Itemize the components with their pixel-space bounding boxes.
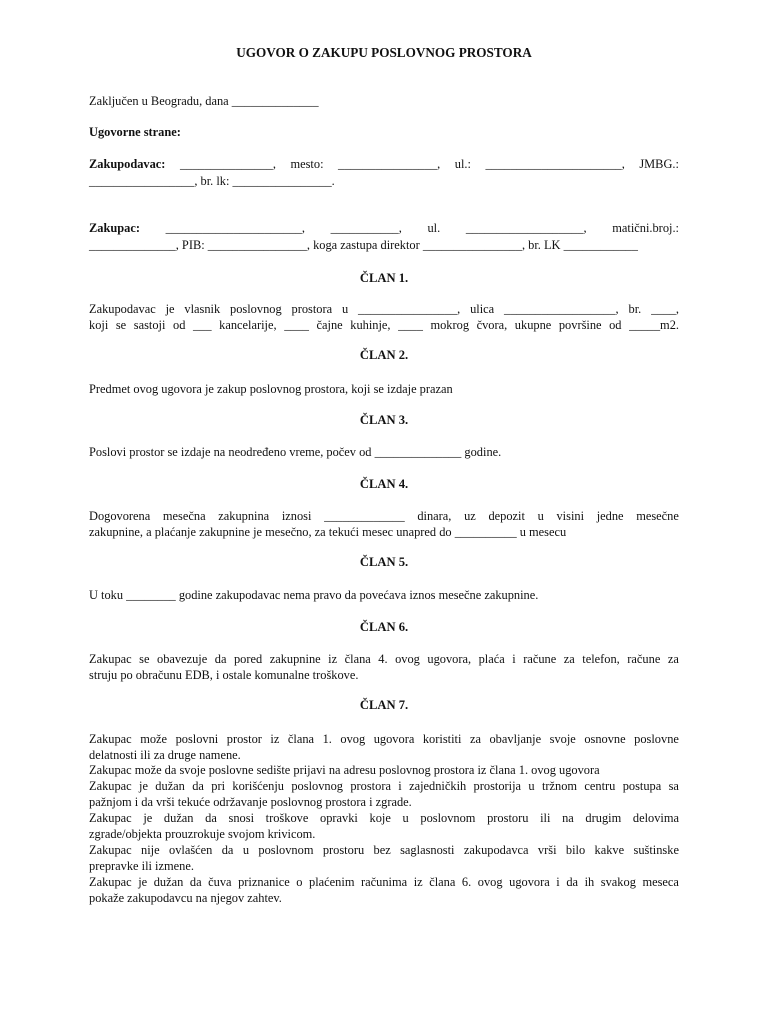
word: sa	[668, 779, 679, 793]
word: priznanice	[238, 875, 290, 889]
word: Zakupac	[89, 732, 132, 746]
word: u	[402, 811, 409, 825]
word: _____m2.	[629, 318, 679, 332]
word: matični.broj.:	[612, 221, 679, 235]
word: može	[140, 732, 168, 746]
word: snosi	[228, 811, 255, 825]
word: od	[609, 318, 622, 332]
word: ugovora	[373, 732, 415, 746]
word: na	[562, 811, 574, 825]
word: ovog	[340, 732, 366, 746]
word: ___________,	[330, 221, 402, 235]
word: prostora	[291, 302, 333, 316]
word: ovog	[477, 875, 503, 889]
word: mesečna	[162, 509, 206, 523]
word: i	[512, 652, 516, 666]
word: iznosi	[281, 509, 312, 523]
word: čvora,	[476, 318, 508, 332]
word: delovima	[632, 811, 679, 825]
word: pri	[211, 779, 226, 793]
word: svoje	[549, 732, 576, 746]
word: __________________,	[504, 302, 619, 316]
zakupodavac-line-1	[89, 156, 679, 172]
word: dužan	[155, 779, 185, 793]
word: ovlašćen	[169, 843, 213, 857]
word: mesečne	[636, 509, 679, 523]
word: ugovora	[509, 875, 550, 889]
word: ______________________,	[165, 221, 305, 235]
article-text-line: zakupnine, a plaćanje zakupnine je mesečno, za tekući mesec unapred do __________ u mesecu	[89, 525, 567, 539]
word: ugovora,	[427, 652, 472, 666]
zakupac-label: Zakupac:	[89, 221, 140, 235]
article-text-line	[89, 651, 679, 667]
article-text-line: prepravke ili izmene.	[89, 859, 194, 873]
article-text-line	[89, 810, 679, 826]
word: koje	[369, 811, 391, 825]
word: u	[242, 843, 250, 857]
word: je	[139, 779, 148, 793]
word: jedne	[596, 509, 624, 523]
word: ukupne	[514, 318, 552, 332]
word: ul.	[427, 221, 441, 235]
article-text-line: Predmet ovog ugovora je zakup poslovnog prostora, koji se izdaje prazan	[89, 382, 453, 396]
word: troškove	[265, 811, 309, 825]
word: dinara,	[417, 509, 452, 523]
word: opravki	[320, 811, 358, 825]
word: prostora	[350, 779, 391, 793]
word: čajne	[316, 318, 343, 332]
article-heading: ČLAN 4.	[359, 477, 409, 491]
zakupac-line-2: ______________, PIB: ________________, koga zastupa direktor ________________, br. LK ____________	[89, 238, 638, 252]
word: da	[192, 779, 204, 793]
word: pored	[233, 652, 263, 666]
word: ___	[192, 318, 212, 332]
article-heading: ČLAN 6.	[359, 620, 409, 634]
article-text-line: pokaže zakupodavcu na njegov zahtev.	[89, 891, 282, 905]
article-heading: ČLAN 5.	[359, 555, 409, 569]
word: zakupnine	[269, 652, 321, 666]
word: ________________,	[338, 157, 441, 171]
word: iz	[270, 732, 280, 746]
word: i	[398, 779, 402, 793]
word: mokrog	[430, 318, 470, 332]
word: centru	[584, 779, 616, 793]
word: se	[139, 652, 150, 666]
word: člana	[429, 875, 456, 889]
word: ___________________,	[465, 221, 587, 235]
word: za	[563, 652, 575, 666]
word: je	[165, 302, 175, 316]
article-heading: ČLAN 3.	[359, 413, 409, 427]
word: zakupodavca	[463, 843, 529, 857]
word: obavljanje	[489, 732, 542, 746]
word: poslovni	[175, 732, 219, 746]
word: da	[205, 811, 217, 825]
word: ____	[284, 318, 309, 332]
word: poslovnom	[258, 843, 314, 857]
word: površine	[558, 318, 602, 332]
article-text-line: Zakupac može da svoje poslovne sedište prijavi na adresu poslovnog prostora iz člana 1. ovog ugovora	[89, 763, 600, 777]
word: ili	[540, 811, 551, 825]
word: da	[221, 843, 234, 857]
word: kuhinje,	[350, 318, 391, 332]
article-heading: ČLAN 7.	[359, 698, 409, 712]
article-text-line: Poslovi prostor se izdaje na neodređeno vreme, počev od ______________ godine.	[89, 445, 502, 459]
zakupodavac-line-2: _________________, br. lk: ________________.	[89, 174, 335, 188]
word: račune	[523, 652, 557, 666]
word: vrši	[537, 843, 557, 857]
word: o	[296, 875, 303, 889]
word: Dogovorena	[89, 509, 151, 523]
word: mesto:	[290, 157, 324, 171]
word: saglasnosti	[400, 843, 455, 857]
article-text-line: pažnjom i da vrši tekuće održavanje poslovnog prostora i zgrade.	[89, 795, 412, 809]
word: poslovnom	[420, 811, 476, 825]
word: člana	[287, 732, 315, 746]
word: vlasnik	[184, 302, 221, 316]
word: osnovne	[584, 732, 626, 746]
word: postupa	[622, 779, 662, 793]
word: ____,	[651, 302, 679, 316]
word: Zakupac	[89, 652, 132, 666]
word: je	[138, 875, 148, 889]
word: ih	[584, 875, 595, 889]
word: ____	[398, 318, 423, 332]
word: dužan	[153, 875, 184, 889]
word: poslovnog	[291, 779, 343, 793]
word: _______________,	[179, 157, 276, 171]
word: meseca	[642, 875, 679, 889]
word: prostorija	[473, 779, 522, 793]
word: ________________,	[358, 302, 461, 316]
word: zakupnina	[218, 509, 270, 523]
word: br.	[628, 302, 642, 316]
word: Zakupac	[89, 811, 132, 825]
word: sastoji	[133, 318, 166, 332]
word: za	[667, 652, 679, 666]
word: _____________	[324, 509, 405, 523]
article-text-line	[89, 842, 679, 858]
word: nije	[141, 843, 160, 857]
word: iz	[413, 875, 423, 889]
article-text-line: zgrade/objekta prouzrokuje svojom krivicom.	[89, 827, 316, 841]
article-heading: ČLAN 1.	[359, 271, 409, 285]
document-title: UGOVOR O ZAKUPU POSLOVNOG PROSTORA	[236, 45, 532, 60]
word: u	[341, 302, 349, 316]
word: Zakupodavac	[89, 302, 156, 316]
word: je	[143, 811, 153, 825]
word: visini	[556, 509, 585, 523]
word: račune	[627, 652, 661, 666]
intro-line: Zaključen u Beogradu, dana ______________	[89, 94, 319, 108]
word: bez	[373, 843, 391, 857]
word: Zakupac	[89, 843, 132, 857]
word: tržnom	[541, 779, 578, 793]
word: telefon,	[582, 652, 620, 666]
word: da	[189, 875, 202, 889]
word: dužan	[163, 811, 194, 825]
word: poslovne	[634, 732, 679, 746]
word: prostoru	[487, 811, 529, 825]
word: da	[566, 875, 579, 889]
word: uz	[464, 509, 476, 523]
word: računima	[361, 875, 408, 889]
word: člana	[344, 652, 371, 666]
word: ovog	[395, 652, 420, 666]
word: drugim	[585, 811, 622, 825]
word: se	[115, 318, 127, 332]
word: poslovnog	[230, 302, 282, 316]
word: čuva	[208, 875, 232, 889]
word: da	[214, 652, 227, 666]
word: u	[528, 779, 535, 793]
article-text-line: U toku ________ godine zakupodavac nema pravo da povećava iznos mesečne zakupnine.	[89, 588, 539, 602]
word: depozit	[488, 509, 525, 523]
word: svakog	[600, 875, 636, 889]
word: kancelarije,	[219, 318, 277, 332]
word: koristiti	[422, 732, 462, 746]
article-text-line	[89, 317, 679, 333]
word: ______________________,	[485, 157, 625, 171]
word: prostoru	[322, 843, 365, 857]
word: Zakupac	[89, 875, 132, 889]
word: za	[469, 732, 481, 746]
article-text-line	[89, 874, 679, 890]
word: ulica	[470, 302, 495, 316]
article-text-line	[89, 778, 679, 794]
word: obavezuje	[157, 652, 208, 666]
article-text-line: struju po obračunu EDB, i ostale komunalne troškove.	[89, 668, 359, 682]
word: iz	[328, 652, 338, 666]
article-heading: ČLAN 2.	[359, 348, 409, 362]
word: plaća	[478, 652, 505, 666]
article-text-line	[89, 301, 679, 317]
article-text-line: delatnosti ili za druge namene.	[89, 748, 241, 762]
article-text-line	[89, 508, 679, 524]
word: od	[173, 318, 186, 332]
word: 6.	[461, 875, 472, 889]
word: ul.:	[454, 157, 471, 171]
word: 1.	[322, 732, 332, 746]
word: zajedničkih	[409, 779, 467, 793]
word: JMBG.:	[639, 157, 679, 171]
word: i	[556, 875, 560, 889]
zakupodavac-label: Zakupodavac:	[89, 157, 166, 171]
article-text-line	[89, 731, 679, 747]
word: koji	[89, 318, 109, 332]
word: plaćenim	[309, 875, 355, 889]
word: prostor	[226, 732, 262, 746]
word: Zakupac	[89, 779, 132, 793]
word: bilo	[565, 843, 586, 857]
parties-heading: Ugovorne strane:	[89, 125, 181, 139]
word: kakve	[594, 843, 625, 857]
word: 4.	[378, 652, 388, 666]
word: u	[537, 509, 544, 523]
word: korišćenju	[232, 779, 285, 793]
word: suštinske	[633, 843, 679, 857]
zakupac-line-1	[89, 220, 679, 236]
